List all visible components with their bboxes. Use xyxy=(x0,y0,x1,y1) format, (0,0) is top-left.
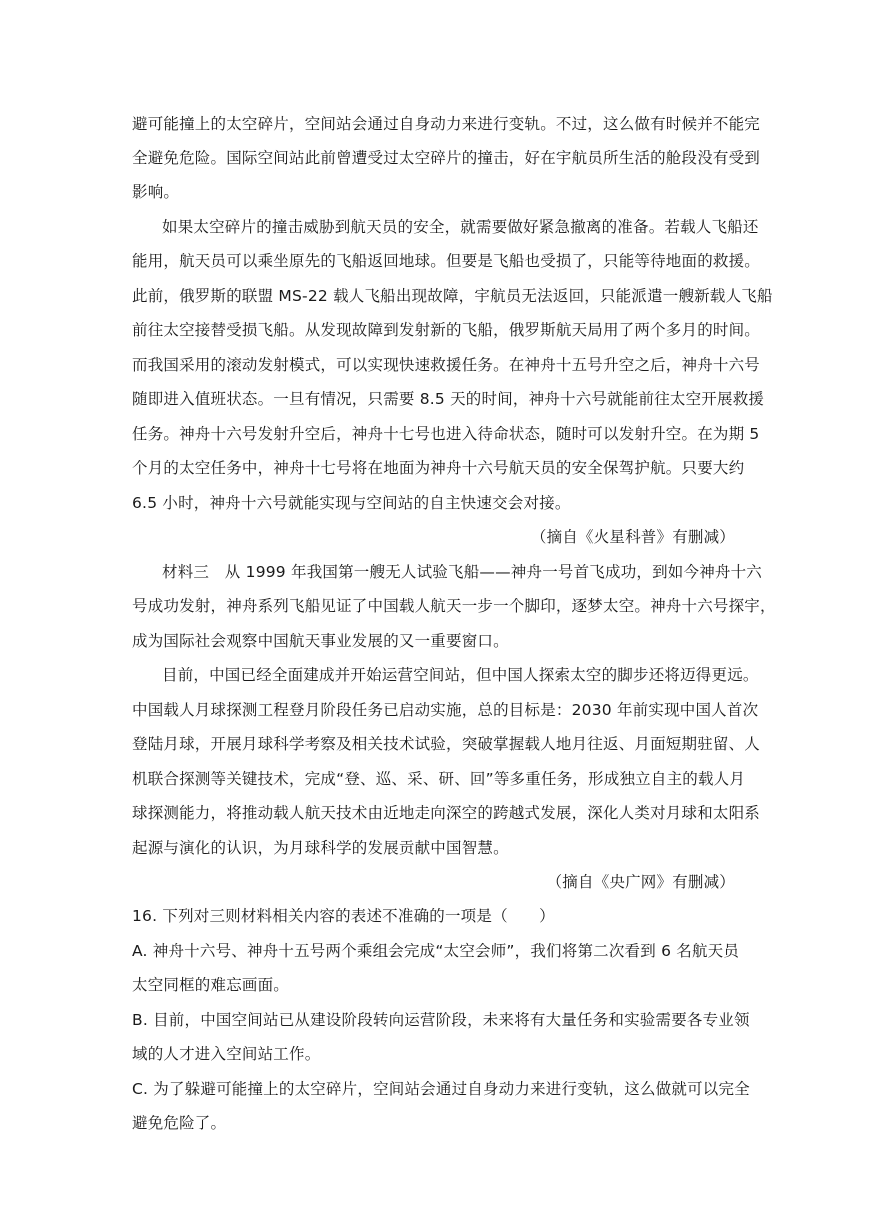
option-c-continued: 避免危险了。 xyxy=(132,1114,227,1132)
option-a-continued: 太空同框的难忘画面。 xyxy=(132,976,290,994)
paragraph-line: 号成功发射，神舟系列飞船见证了中国载人航天一步一个脚印，逐梦太空。神舟十六号探宇， xyxy=(132,597,776,615)
option-b-continued: 域的人才进入空间站工作。 xyxy=(132,1045,321,1063)
source-citation: （摘自《火星科普》有删减） xyxy=(530,528,735,546)
paragraph-line: 登陆月球，开展月球科学考察及相关技术试验，突破掌握载人地月往返、月面短期驻留、人 xyxy=(132,735,761,753)
option-b: B. 目前，中国空间站已从建设阶段转向运营阶段，未来将有大量任务和实验需要各专业领 xyxy=(132,1011,750,1029)
source-citation: （摘自《央广网》有删减） xyxy=(546,873,735,891)
question-stem: 16. 下列对三则材料相关内容的表述不准确的一项是（ ） xyxy=(132,907,555,925)
paragraph-line: 前往太空接替受损飞船。从发现故障到发射新的飞船，俄罗斯航天局用了两个多月的时间。 xyxy=(132,321,761,339)
paragraph-line: 起源与演化的认识，为月球科学的发展贡献中国智慧。 xyxy=(132,839,509,857)
option-c: C. 为了躲避可能撞上的太空碎片，空间站会通过自身动力来进行变轨，这么做就可以完全 xyxy=(132,1080,750,1098)
paragraph-line: 成为国际社会观察中国航天事业发展的又一重要窗口。 xyxy=(132,632,509,650)
paragraph-line: 材料三 从 1999 年我国第一艘无人试验飞船——神舟一号首飞成功，到如今神舟十六 xyxy=(162,563,763,581)
paragraph-line: 机联合探测等关键技术，完成“登、巡、采、研、回”等多重任务，形成独立自主的载人月 xyxy=(132,770,746,788)
paragraph-line: 个月的太空任务中，神舟十七号将在地面为神舟十六号航天员的安全保驾护航。只要大约 xyxy=(132,459,745,477)
paragraph-line: 中国载人月球探测工程登月阶段任务已启动实施，总的目标是：2030 年前实现中国人首次 xyxy=(132,701,759,719)
paragraph-line: 任务。神舟十六号发射升空后，神舟十七号也进入待命状态，随时可以发射升空。在为期 5 xyxy=(132,425,760,443)
paragraph-line: 如果太空碎片的撞击威胁到航天员的安全，就需要做好紧急撤离的准备。若载人飞船还 xyxy=(162,218,759,236)
paragraph-line: 影响。 xyxy=(132,183,180,201)
paragraph-line: 能用，航天员可以乘坐原先的飞船返回地球。但要是飞船也受损了，只能等待地面的救援。 xyxy=(132,252,761,270)
paragraph-line: 全避免危险。国际空间站此前曾遭受过太空碎片的撞击，好在宇航员所生活的舱段没有受到 xyxy=(132,149,761,167)
paragraph-line: 随即进入值班状态。一旦有情况，只需要 8.5 天的时间，神舟十六号就能前往太空开展救援 xyxy=(132,390,765,408)
paragraph-line: 避可能撞上的太空碎片，空间站会通过自身动力来进行变轨。不过，这么做有时候并不能完 xyxy=(132,115,761,133)
paragraph-line: 6.5 小时，神舟十六号就能实现与空间站的自主快速交会对接。 xyxy=(132,494,571,512)
paragraph-line: 目前，中国已经全面建成并开始运营空间站，但中国人探索太空的脚步还将迈得更远。 xyxy=(162,666,759,684)
option-a: A. 神舟十六号、神舟十五号两个乘组会完成“太空会师”，我们将第二次看到 6 名航天员 xyxy=(132,942,740,960)
paragraph-line: 此前，俄罗斯的联盟 MS-22 载人飞船出现故障，宇航员无法返回，只能派遣一艘新载人飞船 xyxy=(132,287,773,305)
paragraph-line: 球探测能力，将推动载人航天技术由近地走向深空的跨越式发展，深化人类对月球和太阳系 xyxy=(132,804,761,822)
paragraph-line: 而我国采用的滚动发射模式，可以实现快速救援任务。在神舟十五号升空之后，神舟十六号 xyxy=(132,356,761,374)
